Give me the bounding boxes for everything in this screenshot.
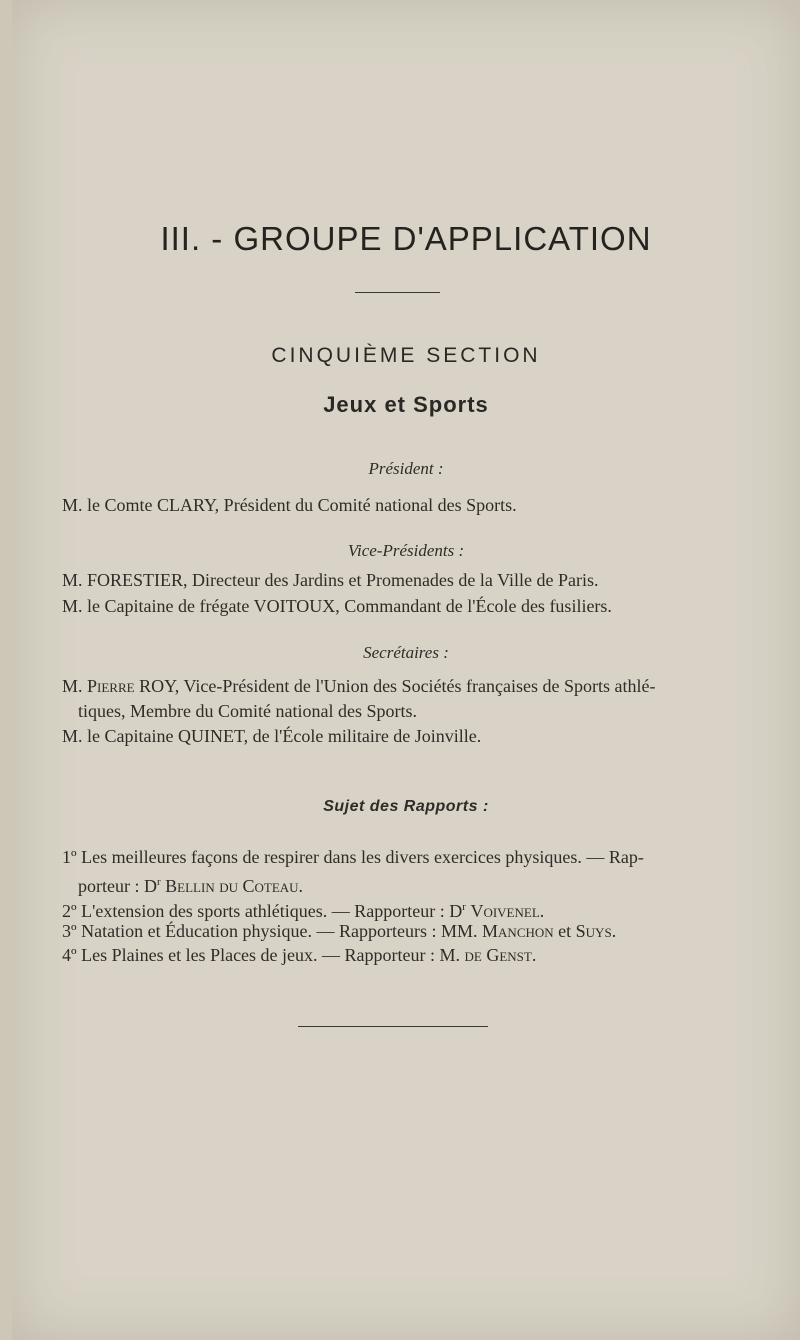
rapport-3-author-2: Suys [575,921,612,941]
secretaires-heading: Secrétaires : [363,643,449,662]
rapport-4-line [62,943,760,968]
rapport-3-num: 3º [62,921,77,941]
rapport-2-end: . [539,901,545,921]
rapport-4-text: Les Plaines et les Places de jeux. — Rapporteur : M. [81,945,465,965]
rapport-2-text: L'extension des sports athlétiques. — Rapporteur : D [81,901,463,921]
rapport-3-author-1: Manchon [482,921,554,941]
rapport-1-text: Les meilleures façons de respirer dans les divers exercices physiques. — Rap- [81,847,644,867]
rapport-1-author: Bellin du Coteau [165,876,299,896]
rapport-2-sup: r [462,901,466,913]
president-line: M. le Comte CLARY, Président du Comité national des Sports. [62,495,517,515]
rapport-2-num: 2º [62,901,77,921]
secretaire-1-rest: ROY, Vice-Président de l'Union des Sociétés françaises de Sports athlé- [139,676,656,696]
vice-president-line-1: M. FORESTIER, Directeur des Jardins et Promenades de la Ville de Paris. [62,570,599,590]
document-page [12,0,800,1340]
rapport-4-author: de Genst [464,945,532,965]
rapport-2-author: Voivenel [470,901,540,921]
rapport-1-text2: porteur : D [78,876,157,896]
section-label: CINQUIÈME SECTION [271,344,541,367]
secretaire-2-line: M. le Capitaine QUINET, de l'École militaire de Joinville. [62,726,482,746]
vice-presidents-heading: Vice-Présidents : [347,541,465,560]
president-heading: Président : [368,459,444,478]
closing-rule [298,1026,488,1027]
rapport-3-mid: et [553,921,576,941]
secretaire-1-line-2: tiques, Membre du Comité national des Sports. [78,701,417,721]
rapport-1-line-1 [62,845,760,870]
rapport-4-end: . [531,945,537,965]
sujet-heading: Sujet des Rapports : [323,798,489,815]
title-rule [355,292,440,293]
secretaire-1-prefix: M. [62,676,83,696]
rapport-1-num: 1º [62,847,77,867]
section-name: Jeux et Sports [323,392,489,417]
rapport-3-end: . [611,921,617,941]
secretaire-1-line-1 [62,674,760,699]
rapport-3-text: Natation et Éducation physique. — Rapporteurs : MM. [81,921,483,941]
group-title: III. - GROUPE D'APPLICATION [160,220,652,257]
rapport-4-num: 4º [62,945,77,965]
rapport-1-end: . [298,876,304,896]
vice-president-line-2: M. le Capitaine de frégate VOITOUX, Commandant de l'École des fusiliers. [62,596,612,616]
secretaire-1-firstname: Pierre [87,676,135,696]
rapport-1-sup: r [156,876,161,888]
rapport-3-line [62,919,760,944]
